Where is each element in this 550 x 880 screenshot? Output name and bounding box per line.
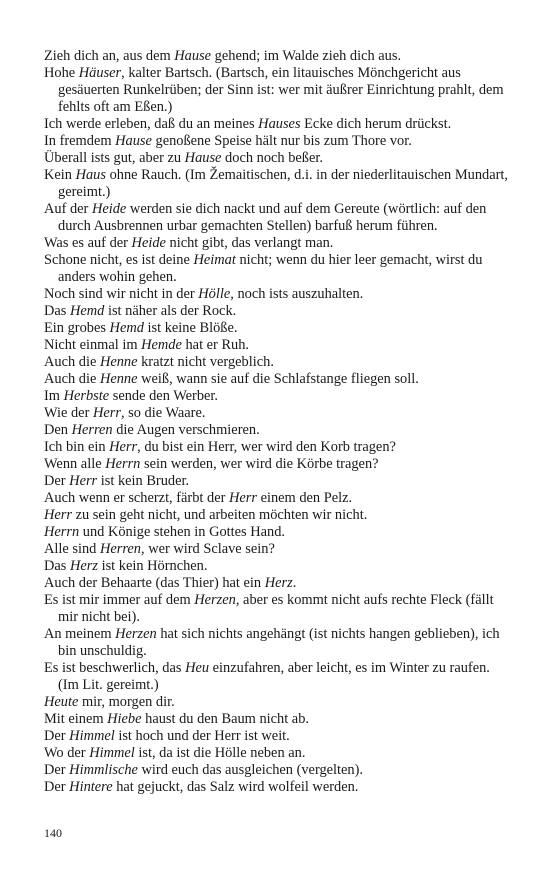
proverb-entry <box>44 524 514 541</box>
proverb-entry <box>44 150 514 167</box>
proverb-entry <box>44 48 514 65</box>
text-segment: Ein grobes <box>44 320 110 336</box>
text-segment: Hohe <box>44 65 79 81</box>
text-segment: zu sein geht nicht, und arbeiten möchten wir nicht. <box>71 507 368 523</box>
proverb-entry <box>44 779 514 796</box>
keyword: Hause <box>174 48 212 64</box>
proverb-entry <box>44 320 514 337</box>
proverb-entry <box>44 660 514 694</box>
text-segment: ist näher als der Rock. <box>104 303 237 319</box>
keyword: Herzen <box>194 592 236 608</box>
keyword: Heu <box>185 660 210 676</box>
keyword: Hiebe <box>107 711 142 727</box>
text-segment: Ich werde erleben, daß du an meines <box>44 116 259 132</box>
text-segment: Der <box>44 762 70 778</box>
text-segment: Der <box>44 728 70 744</box>
text-segment: nicht gibt, das verlangt man. <box>165 235 334 251</box>
text-segment: wird euch das ausgleichen (vergelten). <box>137 762 364 778</box>
text-segment: sein werden, wer wird die Körbe tragen? <box>140 456 379 472</box>
text-segment: Zieh dich an, aus dem <box>44 48 175 64</box>
text-segment: Mit einem <box>44 711 108 727</box>
proverb-entry <box>44 422 514 439</box>
keyword: Herren <box>71 422 113 438</box>
proverb-entry <box>44 694 514 711</box>
keyword: Herbste <box>63 388 110 404</box>
keyword: Henne <box>99 371 138 387</box>
proverb-entry <box>44 507 514 524</box>
proverb-entry <box>44 286 514 303</box>
text-segment: Auch die <box>44 371 100 387</box>
proverb-entry <box>44 371 514 388</box>
proverb-entry <box>44 745 514 762</box>
text-segment: kratzt nicht vergeblich. <box>137 354 274 370</box>
text-segment: Wenn alle <box>44 456 106 472</box>
text-segment: Auf der <box>44 201 92 217</box>
text-segment: werden sie dich nackt und auf dem Gereute (wörtlich: auf den durch Ausbrennen urbar gemachten Stellen) barfuß herum führen. <box>58 201 487 234</box>
text-segment: die Augen verschmieren. <box>112 422 260 438</box>
text-segment: ohne Rauch. (Im Žemaitischen, d.i. in der niederlitauischen Mundart, gereimt.) <box>58 167 508 200</box>
text-segment: haust du den Baum nicht ab. <box>141 711 309 727</box>
proverb-entry <box>44 558 514 575</box>
text-segment: Alle sind <box>44 541 100 557</box>
keyword: Hemde <box>141 337 182 353</box>
text-segment: Ecke dich herum drückst. <box>300 116 452 132</box>
proverb-entry <box>44 303 514 320</box>
proverb-entry <box>44 711 514 728</box>
keyword: Hemd <box>69 303 105 319</box>
proverb-entry <box>44 65 514 116</box>
keyword: Himmel <box>69 728 115 744</box>
proverb-entry <box>44 116 514 133</box>
keyword: Heide <box>131 235 166 251</box>
text-segment: Das <box>44 303 70 319</box>
text-segment: , du bist ein Herr, wer wird den Korb tragen? <box>137 439 396 455</box>
keyword: Herrn <box>105 456 141 472</box>
text-segment: Im <box>44 388 64 404</box>
proverb-entry <box>44 439 514 456</box>
text-segment: Ich bin ein <box>44 439 110 455</box>
keyword: Hause <box>115 133 152 149</box>
text-segment: doch noch beßer. <box>221 150 323 166</box>
proverb-entry <box>44 252 514 286</box>
text-segment: In fremdem <box>44 133 116 149</box>
proverb-entry <box>44 354 514 371</box>
keyword: Herr <box>92 405 121 421</box>
text-segment: Auch die <box>44 354 100 370</box>
text-segment: hat er Ruh. <box>181 337 250 353</box>
text-segment: , aber es kommt nicht aufs rechte Fleck (fällt mir nicht bei). <box>58 592 494 625</box>
proverb-entry <box>44 541 514 558</box>
keyword: Hemd <box>109 320 144 336</box>
text-segment: , noch ists auszuhalten. <box>230 286 364 302</box>
keyword: Herr <box>69 473 98 489</box>
text-segment: sende den Werber. <box>109 388 219 404</box>
proverb-entry <box>44 762 514 779</box>
proverb-entry <box>44 235 514 252</box>
proverb-entry <box>44 626 514 660</box>
text-segment: einzufahren, aber leicht, es im Winter zu raufen. (Im Lit. gereimt.) <box>58 660 490 693</box>
text-segment: Es ist beschwerlich, das <box>44 660 186 676</box>
text-segment: Das <box>44 558 70 574</box>
text-segment: Den <box>44 422 72 438</box>
text-segment: einem den Pelz. <box>256 490 353 506</box>
text-segment: Schone nicht, es ist deine <box>44 252 194 268</box>
text-segment: nicht; wenn du hier leer gemacht, wirst du anders wohin gehen. <box>58 252 483 285</box>
proverb-entry <box>44 201 514 235</box>
text-segment: Der <box>44 473 70 489</box>
keyword: Herzen <box>115 626 157 642</box>
text-segment: Es ist mir immer auf dem <box>44 592 195 608</box>
proverb-list <box>44 48 514 796</box>
keyword: Hintere <box>69 779 113 795</box>
proverb-entry <box>44 592 514 626</box>
keyword: Heide <box>91 201 127 217</box>
text-segment: Überall ists gut, aber zu <box>44 150 185 166</box>
text-segment: Was es auf der <box>44 235 132 251</box>
keyword: Haus <box>75 167 106 183</box>
text-segment: gehend; im Walde zieh dich aus. <box>211 48 402 64</box>
proverb-entry <box>44 167 514 201</box>
proverb-entry <box>44 490 514 507</box>
text-segment: hat gejuckt, das Salz wird wolfeil werden. <box>112 779 359 795</box>
proverb-entry <box>44 473 514 490</box>
keyword: Herren <box>99 541 141 557</box>
proverb-entry <box>44 133 514 150</box>
text-segment: ist, da ist die Hölle neben an. <box>134 745 306 761</box>
proverb-entry <box>44 456 514 473</box>
keyword: Hauses <box>258 116 301 132</box>
text-segment: Nicht einmal im <box>44 337 142 353</box>
proverb-entry <box>44 728 514 745</box>
keyword: Herrn <box>44 524 80 540</box>
keyword: Herz <box>264 575 293 591</box>
text-segment: Auch der Behaarte (das Thier) hat ein <box>44 575 265 591</box>
keyword: Himmel <box>89 745 135 761</box>
text-segment: hat sich nichts angehängt (ist nichts hangen geblieben), ich bin unschuldig. <box>58 626 500 659</box>
keyword: Herz <box>69 558 98 574</box>
text-segment: Wie der <box>44 405 93 421</box>
text-segment: Auch wenn er scherzt, färbt der <box>44 490 229 506</box>
text-segment: und Könige stehen in Gottes Hand. <box>79 524 286 540</box>
text-segment: genoßene Speise hält nur bis zum Thore vor. <box>151 133 412 149</box>
keyword: Herr <box>229 490 257 506</box>
text-segment: Noch sind wir nicht in der <box>44 286 199 302</box>
text-segment: Der <box>44 779 70 795</box>
text-segment: , kalter Bartsch. (Bartsch, ein litauisches Mönchgericht aus gesäuerten Runkelrüben; der Sinn ist: wer mit äußrer Einrichtung prahlt, dem fehlts oft am Eßen.) <box>58 65 504 115</box>
keyword: Herr <box>109 439 138 455</box>
text-segment: . <box>292 575 297 591</box>
keyword: Himmlische <box>69 762 138 778</box>
text-segment: ist kein Hörnchen. <box>97 558 208 574</box>
text-segment: Wo der <box>44 745 90 761</box>
text-segment: Kein <box>44 167 76 183</box>
keyword: Henne <box>99 354 138 370</box>
text-segment: , wer wird Sclave sein? <box>141 541 275 557</box>
keyword: Heute <box>44 694 79 710</box>
keyword: Heimat <box>193 252 236 268</box>
keyword: Herr <box>44 507 72 523</box>
text-segment: An meinem <box>44 626 116 642</box>
text-segment: ist hoch und der Herr ist weit. <box>114 728 290 744</box>
proverb-entry <box>44 388 514 405</box>
keyword: Hölle <box>198 286 231 302</box>
keyword: Häuser <box>78 65 122 81</box>
text-segment: weiß, wann sie auf die Schlafstange fliegen soll. <box>137 371 419 387</box>
text-segment: ist keine Blöße. <box>143 320 238 336</box>
keyword: Hause <box>184 150 222 166</box>
proverb-entry <box>44 405 514 422</box>
text-segment: ist kein Bruder. <box>97 473 190 489</box>
page-number: 140 <box>44 826 62 840</box>
proverb-entry <box>44 337 514 354</box>
proverb-entry <box>44 575 514 592</box>
text-segment: mir, morgen dir. <box>78 694 175 710</box>
text-segment: , so die Waare. <box>120 405 206 421</box>
